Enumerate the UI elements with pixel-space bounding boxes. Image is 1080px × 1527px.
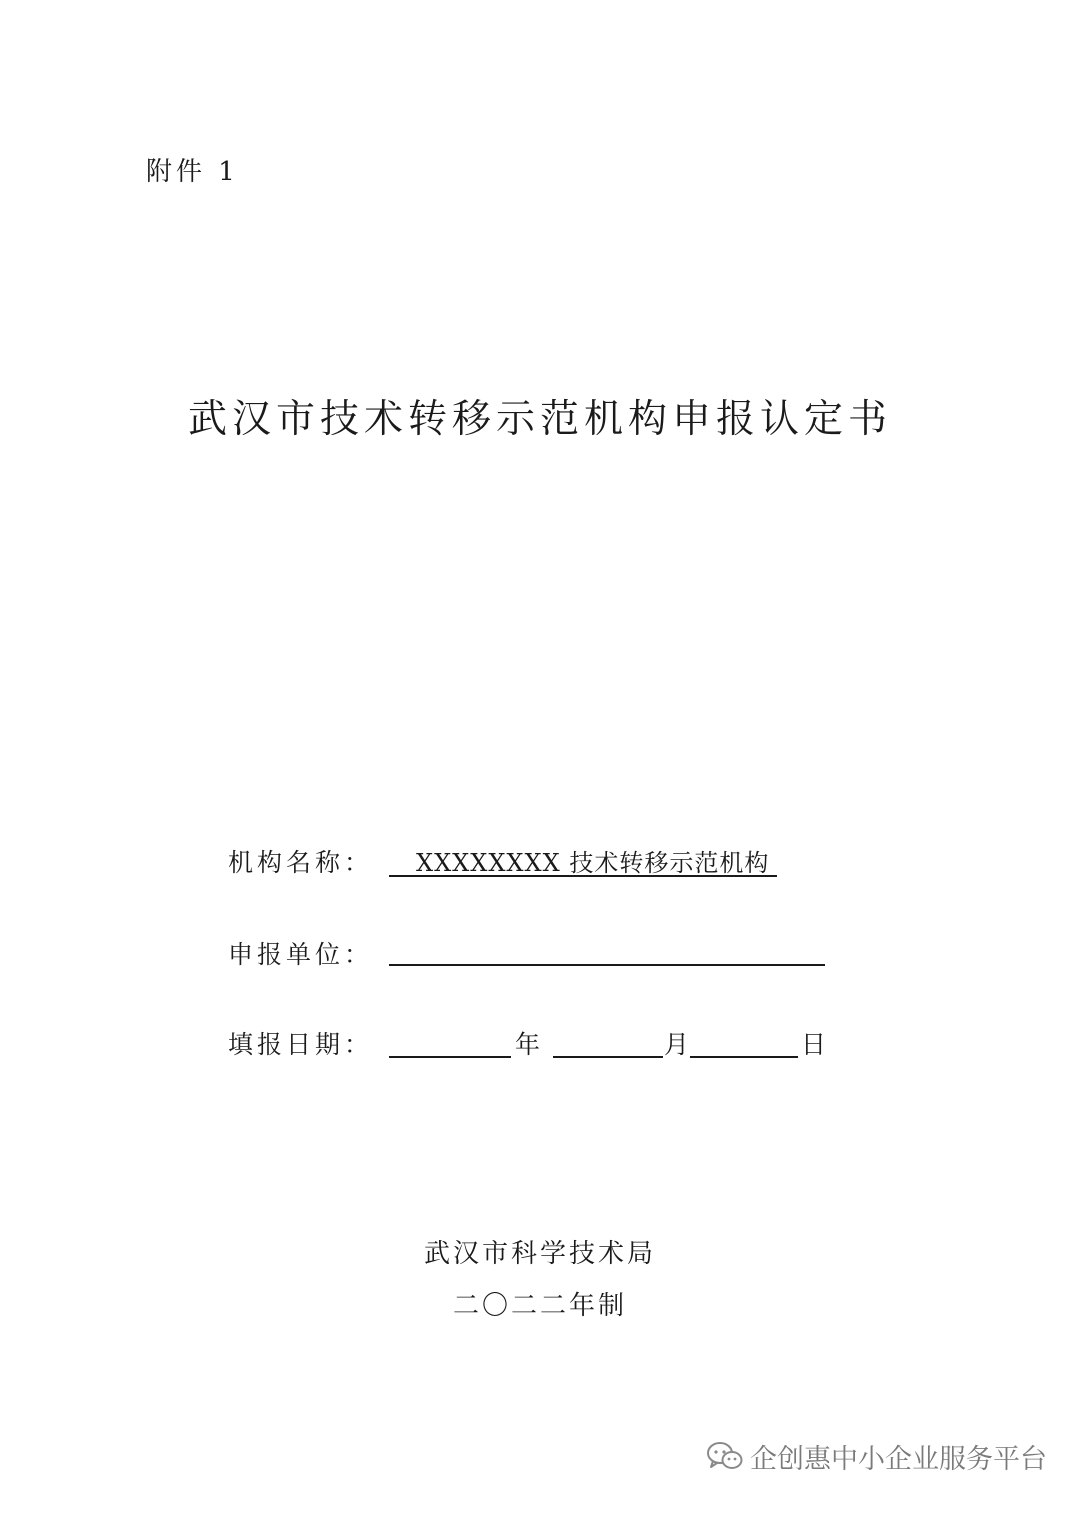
day-underline	[690, 1056, 798, 1058]
month-underline	[553, 1056, 663, 1058]
date-label: 填报日期：	[228, 1030, 374, 1059]
applicant-underline	[389, 964, 825, 966]
document-title: 武汉市技术转移示范机构申报认定书	[187, 397, 892, 442]
wechat-icon	[706, 1440, 744, 1472]
year-underline	[389, 1056, 511, 1058]
year-char: 年	[515, 1030, 541, 1059]
watermark-text: 企创惠中小企业服务平台	[750, 1443, 1047, 1475]
attachment-label: 附件 1	[146, 157, 239, 187]
org-name-label: 机构名称：	[228, 848, 374, 877]
issuer-name: 武汉市科学技术局	[423, 1239, 656, 1269]
day-char: 日	[801, 1030, 827, 1059]
org-name-underline	[389, 875, 777, 877]
org-name-value: XXXXXXXX 技术转移示范机构	[416, 849, 770, 877]
year-made: 二〇二二年制	[452, 1291, 627, 1321]
watermark	[706, 1434, 1047, 1478]
applicant-label: 申报单位：	[228, 940, 374, 969]
month-char: 月	[664, 1030, 690, 1059]
